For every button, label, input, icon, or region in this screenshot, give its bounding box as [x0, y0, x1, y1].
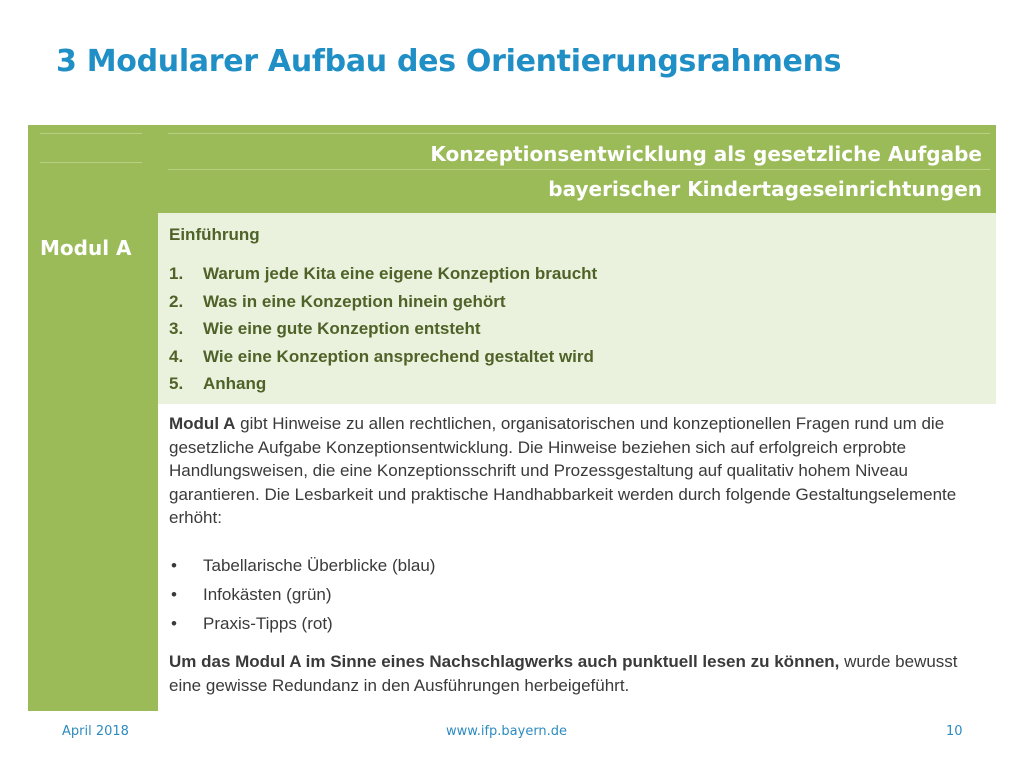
- list-item: • Infokästen (grün): [169, 580, 435, 609]
- design-elements-list: [169, 551, 435, 638]
- footer-date: April 2018: [62, 724, 129, 739]
- intro-label: Einführung: [169, 225, 260, 244]
- grid-line: [168, 133, 990, 134]
- description-paragraph: [169, 412, 979, 530]
- toc-item: 4. Wie eine Konzeption ansprechend gestaltet wird: [169, 346, 594, 366]
- page-number: 10: [946, 724, 963, 739]
- table-of-contents: [169, 260, 597, 398]
- footer-url[interactable]: www.ifp.bayern.de: [446, 724, 568, 739]
- toc-item: 3. Wie eine gute Konzeption entsteht: [169, 319, 481, 338]
- module-heading: [430, 137, 982, 207]
- description-bold: Modul A: [169, 414, 236, 433]
- module-heading-line1: Konzeptionsentwicklung als gesetzliche Aufgabe: [430, 142, 982, 166]
- table-of-contents-cell: [158, 213, 996, 404]
- list-item: • Praxis-Tipps (rot): [169, 609, 435, 638]
- bullet-icon: •: [171, 556, 177, 575]
- bullet-icon: •: [171, 585, 177, 604]
- module-column: [28, 125, 158, 711]
- module-label: Modul A: [40, 236, 132, 260]
- list-item: • Tabellarische Überblicke (blau): [169, 551, 435, 580]
- grid-line: [40, 133, 142, 163]
- slide-title: 3 Modularer Aufbau des Orientierungsrahmens: [56, 44, 842, 79]
- description-text: gibt Hinweise zu allen rechtlichen, organisatorischen und konzeptionellen Fragen rund um die gesetzliche Aufgabe Konzeptionsentwicklung. Die Hinweise beziehen sich auf erfolgreich erprobte Handlungsweisen, die eine Konzeptionsschrift und Prozessgestaltung auf qualitativ hohem Niveau garantieren. Die Lesbarkeit und praktische Handhabbarkeit werden durch folgende Gestaltungselemente erhöht:: [169, 414, 957, 527]
- toc-item: 1. Warum jede Kita eine eigene Konzeption braucht: [169, 264, 598, 283]
- closing-bold: Um das Modul A im Sinne eines Nachschlagwerks auch punktuell lesen zu können,: [169, 652, 840, 671]
- closing-paragraph: [169, 650, 979, 698]
- module-header: [158, 125, 996, 213]
- module-heading-line2: bayerischer Kindertageseinrichtungen: [548, 177, 982, 201]
- module-table: [28, 125, 996, 711]
- description-cell: [158, 404, 996, 711]
- closing-text: wurde bewusst eine gewisse Redundanz in den Ausführungen herbeigeführt.: [169, 652, 958, 695]
- bullet-icon: •: [171, 614, 177, 633]
- toc-item: 2. Was in eine Konzeption hinein gehört: [169, 291, 506, 311]
- toc-item: 5. Anhang: [169, 374, 267, 393]
